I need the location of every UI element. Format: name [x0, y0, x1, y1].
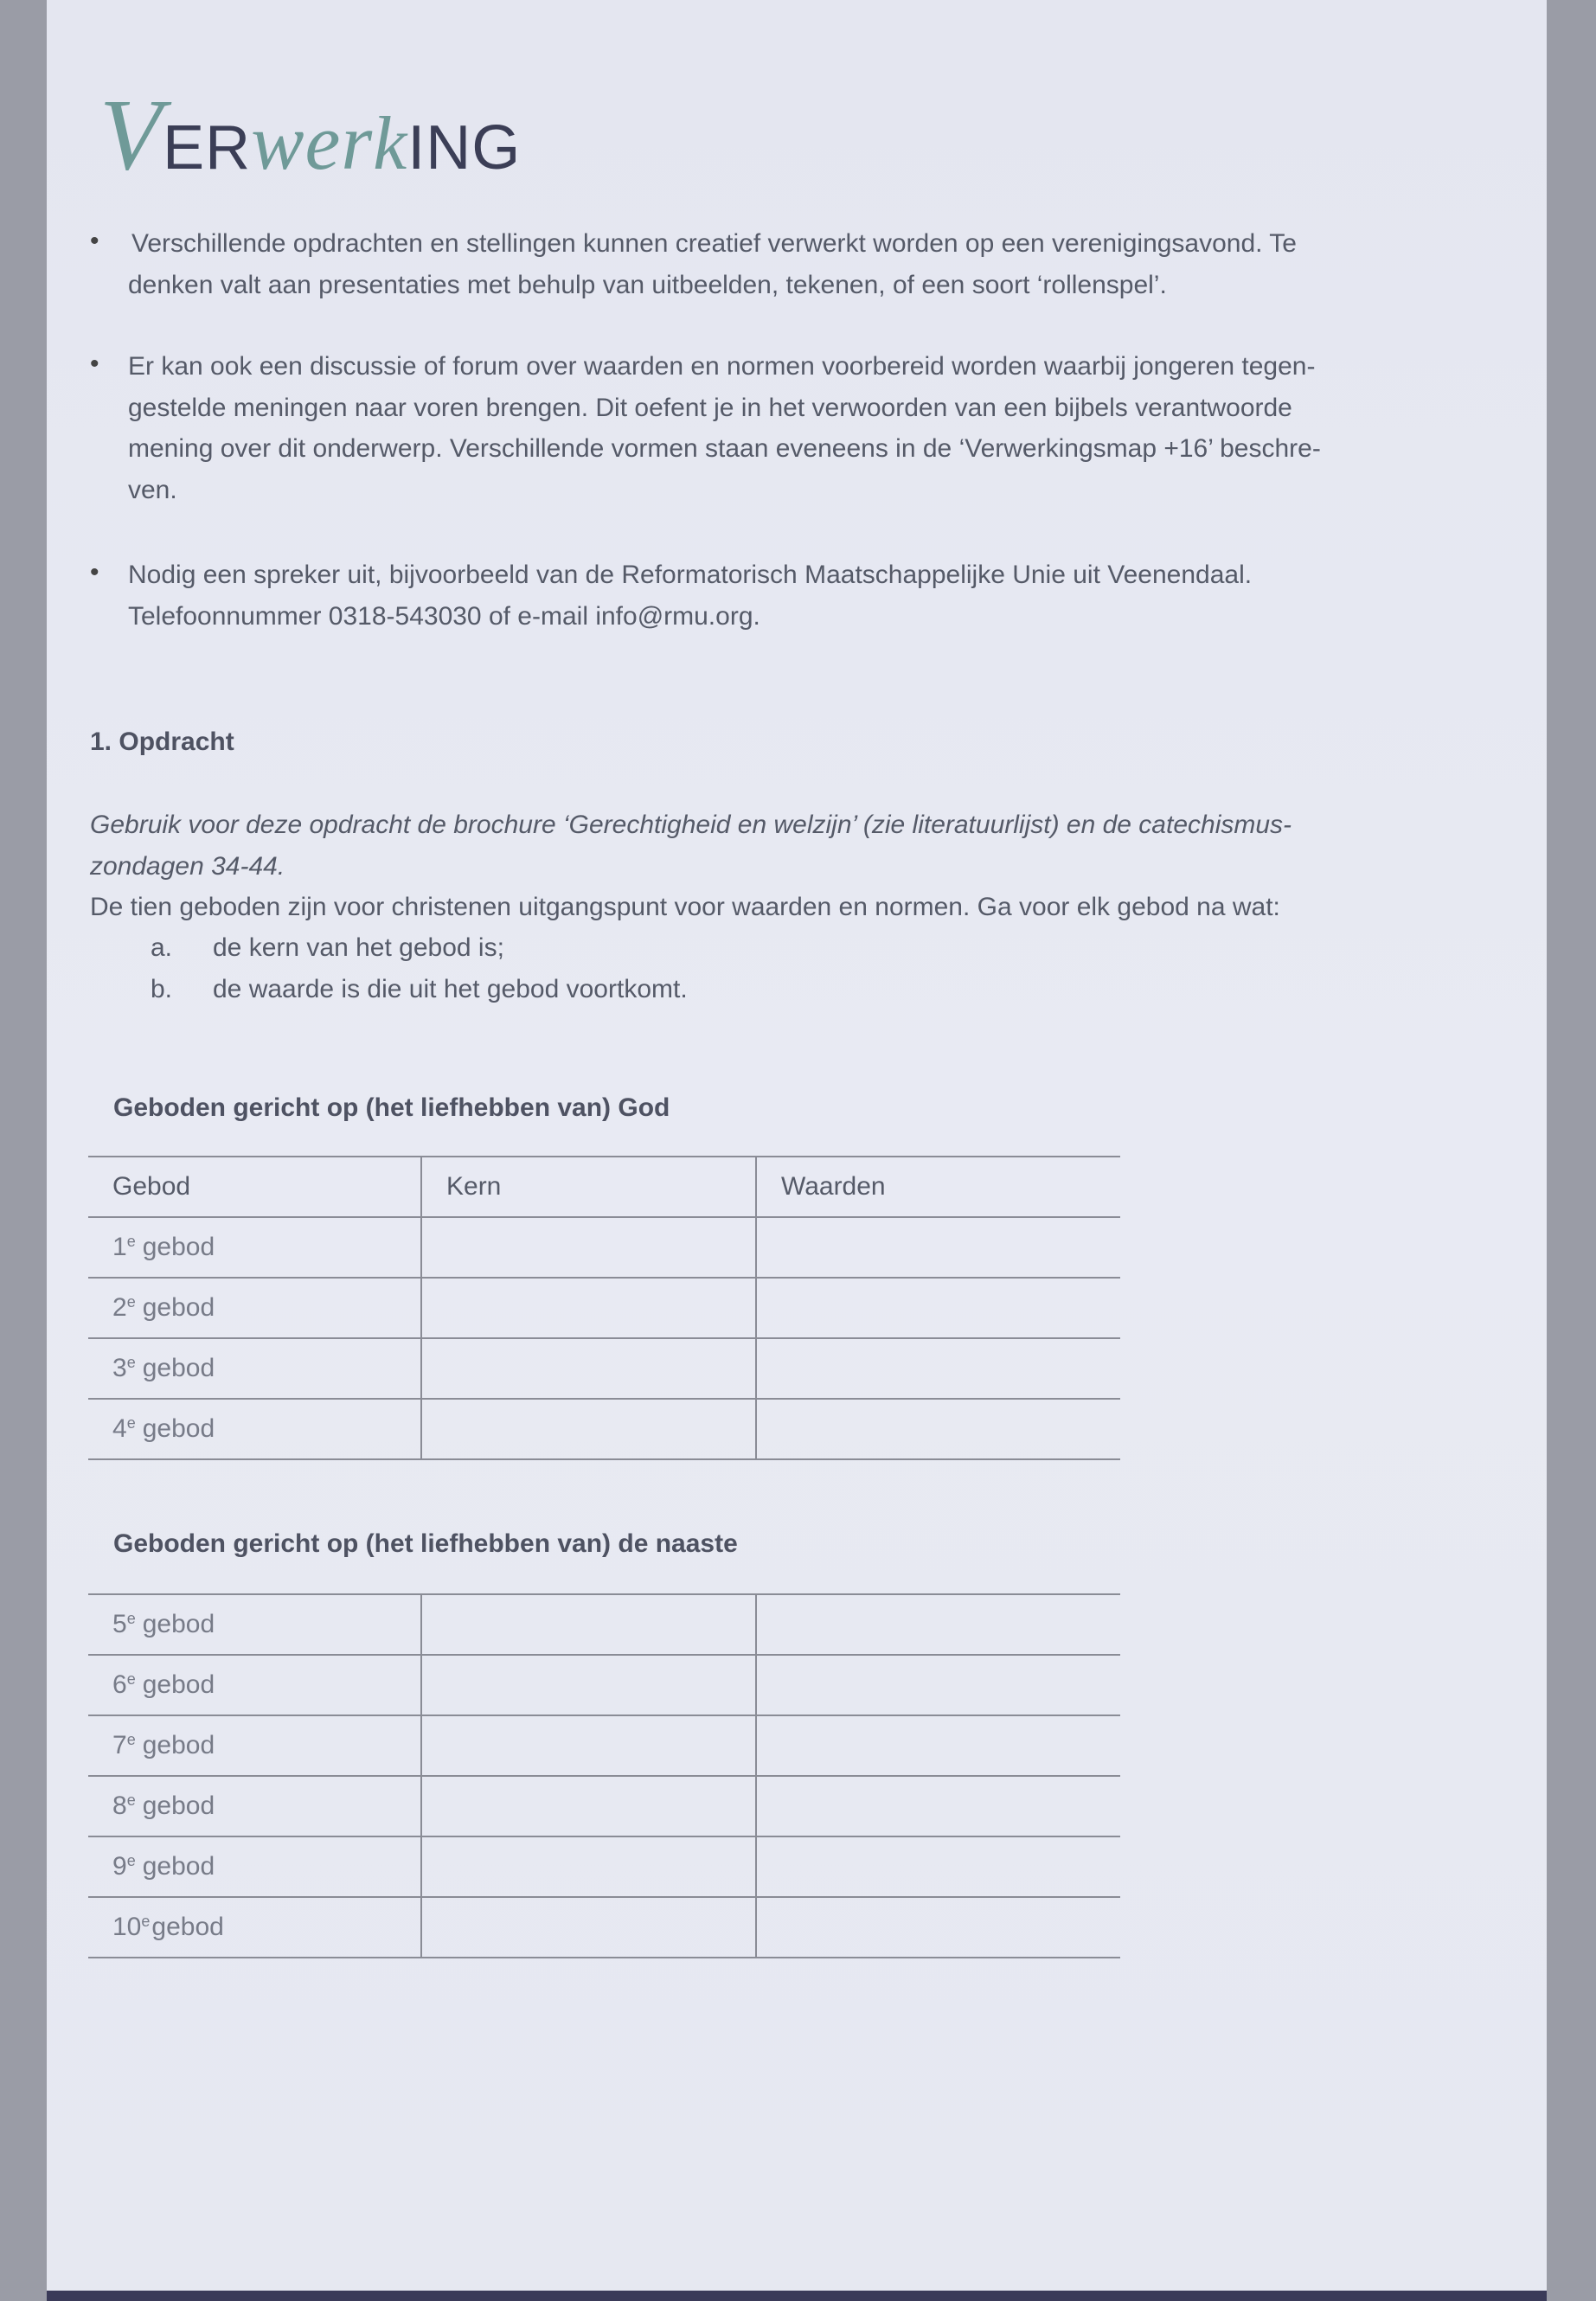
waarden-cell[interactable] [756, 1776, 1120, 1836]
gebod-cell: 3e gebod [88, 1338, 421, 1399]
kern-cell[interactable] [421, 1217, 756, 1278]
gebod-cell: 2e gebod [88, 1278, 421, 1338]
table-header-row [88, 1157, 1120, 1217]
gebod-cell: 5e gebod [88, 1594, 421, 1655]
bullet-icon: • [90, 558, 99, 586]
kern-cell[interactable] [421, 1338, 756, 1399]
assignment-heading: 1. Opdracht [90, 727, 234, 756]
table-row [88, 1836, 1120, 1897]
bullet-icon: • [90, 349, 99, 378]
table-row [88, 1399, 1120, 1459]
waarden-cell[interactable] [756, 1594, 1120, 1655]
assignment-intro: De tien geboden zijn voor christenen uitgangspunt voor waarden en normen. Ga voor elk gebod na wat: [90, 893, 1280, 921]
title-part: ER [163, 113, 252, 183]
kern-cell[interactable] [421, 1655, 756, 1715]
waarden-cell[interactable] [756, 1715, 1120, 1776]
table1-title: Geboden gericht op (het liefhebben van) God [113, 1093, 670, 1122]
kern-cell[interactable] [421, 1836, 756, 1897]
bullet-text: Nodig een spreker uit, bijvoorbeeld van de Reformatorisch Maatschappelijke Unie uit Veenendaal. Telefoonnummer 0318-543030 of e-mail info@rmu.org. [128, 561, 1253, 631]
table-row [88, 1897, 1120, 1958]
table-row [88, 1594, 1120, 1655]
bullet-text: Verschillende opdrachten en stellingen kunnen creatief verwerkt worden op een verenigingsavond. Te denken valt aan presentaties met behulp van uitbeelden, tekenen, of een soort ‘rollenspel’. [128, 229, 1297, 299]
title-part: wer [251, 98, 374, 186]
bullet-text: Er kan ook een discussie of forum over waarden en normen voorbereid worden waarbij jongeren tegen- gestelde meningen naar voren brengen. Dit oefent je in het verwoorden van een bijbels verantwoorde mening over dit onderwerp. Verschillende vormen staan eveneens in de ‘Verwerkingsmap +16’ beschre- ven. [128, 352, 1321, 504]
table-row [88, 1655, 1120, 1715]
gebod-cell: 1e gebod [88, 1217, 421, 1278]
gebod-cell: 10egebod [88, 1897, 421, 1958]
waarden-cell[interactable] [756, 1897, 1120, 1958]
waarden-cell[interactable] [756, 1278, 1120, 1338]
table-row [88, 1278, 1120, 1338]
waarden-cell[interactable] [756, 1655, 1120, 1715]
table2-title: Geboden gericht op (het liefhebben van) de naaste [113, 1529, 738, 1558]
header-waarden: Waarden [756, 1157, 1120, 1217]
gebod-cell: 7e gebod [88, 1715, 421, 1776]
kern-cell[interactable] [421, 1897, 756, 1958]
kern-cell[interactable] [421, 1278, 756, 1338]
table-row [88, 1338, 1120, 1399]
waarden-cell[interactable] [756, 1836, 1120, 1897]
list-item: de kern van het gebod is; [213, 933, 504, 962]
title-part: k [373, 102, 408, 186]
page-title [99, 76, 521, 194]
list-marker: b. [151, 975, 173, 1003]
page-edge [47, 2291, 1547, 2301]
bullet-icon: • [90, 227, 99, 255]
kern-cell[interactable] [421, 1594, 756, 1655]
table-naaste [88, 1593, 1120, 1958]
waarden-cell[interactable] [756, 1338, 1120, 1399]
table-row [88, 1776, 1120, 1836]
gebod-cell: 6e gebod [88, 1655, 421, 1715]
waarden-cell[interactable] [756, 1217, 1120, 1278]
table-row [88, 1217, 1120, 1278]
header-kern: Kern [421, 1157, 756, 1217]
title-initial: V [99, 78, 163, 191]
assignment-italic: Gebruik voor deze opdracht de brochure ‘Gerechtigheid en welzijn’ (zie literatuurlijst) en de catechismus- zondagen 34-44. [90, 811, 1292, 881]
kern-cell[interactable] [421, 1715, 756, 1776]
gebod-cell: 4e gebod [88, 1399, 421, 1459]
waarden-cell[interactable] [756, 1399, 1120, 1459]
gebod-cell: 9e gebod [88, 1836, 421, 1897]
kern-cell[interactable] [421, 1776, 756, 1836]
title-part: ING [407, 113, 522, 183]
list-marker: a. [151, 933, 173, 962]
list-item: de waarde is die uit het gebod voortkomt. [213, 975, 688, 1003]
kern-cell[interactable] [421, 1399, 756, 1459]
table-god [88, 1156, 1120, 1460]
gebod-cell: 8e gebod [88, 1776, 421, 1836]
table-row [88, 1715, 1120, 1776]
header-gebod: Gebod [88, 1157, 421, 1217]
